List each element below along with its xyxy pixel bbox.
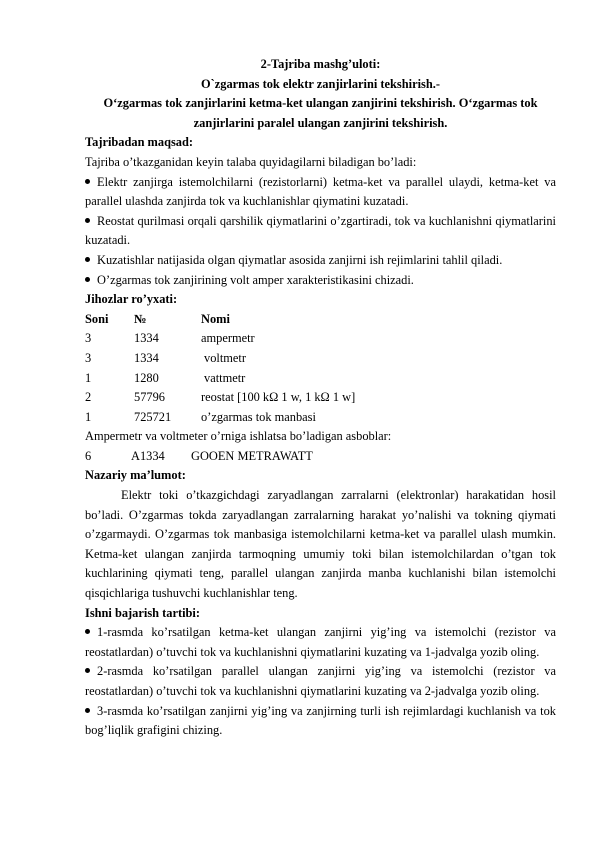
table-row: 1 1280 vattmetr — [85, 370, 246, 385]
theory-heading: Nazariy ma’lumot: — [85, 468, 186, 483]
table-row: 6 A1334 GOOEN METRAWATT — [85, 448, 313, 463]
equipment-heading: Jihozlar ro’yxati: — [85, 292, 178, 307]
bullet-icon — [85, 629, 90, 634]
procedure-list — [85, 623, 556, 741]
topic: O‘zgarmas tok zanjirlarini ketma-ket ulangan zanjirini tekshirish. O‘zgarmas tok zanjirlarini paralel ulangan zanjirini tekshirish. — [103, 96, 538, 130]
goal-heading: Tajribadan maqsad: — [85, 135, 193, 150]
goal-list — [85, 173, 556, 291]
page-title: 2-Tajriba mashg’uloti: — [260, 57, 381, 71]
equipment-header-row — [85, 310, 556, 330]
bullet-icon — [85, 218, 90, 223]
list-item: Elektr zanjirga istemolchilarni (rezistorlarni) ketma-ket va parallel ulaydi, ketma-ket va parallel ulashda zanjirda tok va kuchlanishlar qiymatini kuzatadi. — [85, 174, 556, 209]
meters-intro: Ampermetr va voltmeter o’rniga ishlatsa bo’ladigan asboblar: — [85, 429, 392, 444]
list-item: Reostat qurilmasi orqali qarshilik qiymatlarini o’zgartiradi, tok va kuchlanishni qiymatlarini kuzatadi. — [85, 213, 556, 248]
page-subtitle: O`zgarmas tok elektr zanjirlarini tekshirish.- — [201, 76, 440, 91]
bullet-icon — [85, 277, 90, 282]
bullet-icon — [85, 668, 90, 673]
theory-paragraph: Elektr toki o’tkazgichdagi zaryadlangan zarralarni (elektronlar) harakatidan hosil bo’ladi. O’zgarmas tokda zaryadlangan zarralarning harakat yo’nalishi va tokning qiymati o’zgarmaydi. O’zgarmas tok manbasiga istemolchilarni ketma-ket va parallel ulash mumkin. Ketma-ket ulangan zanjirda tarmoqning umumiy toki bilan istemolchilardan o’tgan tok kuchlarining qiymati teng, parallel ulangan zanjirda manba kuchlanishi bilan istemolchi qisqichlariga tushuvchi kuchlanishlar teng. — [85, 488, 556, 601]
list-item: 3-rasmda ko’rsatilgan zanjirni yig’ing va zanjirning turli ish rejimlardagi kuchlanish va tok bog’liqlik grafigini chizing. — [85, 703, 556, 738]
header-count: Soni — [85, 311, 109, 326]
procedure-heading: Ishni bajarish tartibi: — [85, 605, 200, 620]
list-item: 1-rasmda ko’rsatilgan ketma-ket ulangan zanjirni yig’ing va istemolchi (rezistor va reostatlardan) o’tuvchi tok va kuchlanishni qiymatlarini kuzating va 1-jadvalga yozib oling. — [85, 625, 556, 659]
table-row: 1 725721 o’zgarmas tok manbasi — [85, 409, 316, 424]
table-row: 3 1334 voltmetr — [85, 350, 246, 365]
header-number: № — [134, 311, 147, 326]
header-name: Nomi — [201, 311, 230, 326]
bullet-icon — [85, 257, 90, 262]
list-item: Kuzatishlar natijasida olgan qiymatlar asosida zanjirni ish rejimlarini tahlil qiladi. — [85, 251, 556, 271]
table-row: 3 1334 ampermetr — [85, 331, 255, 346]
list-item: O’zgarmas tok zanjirining volt amper xarakteristikasini chizadi. — [85, 271, 556, 291]
goal-intro: Tajriba o’tkazganidan keyin talaba quyidagilarni biladigan bo’ladi: — [85, 154, 417, 169]
bullet-icon — [85, 708, 90, 713]
bullet-icon — [85, 179, 90, 184]
table-row: 2 57796 reostat [100 kΩ 1 w, 1 kΩ 1 w] — [85, 390, 356, 405]
list-item: 2-rasmda ko’rsatilgan parallel ulangan zanjirni yig’ing va istemolchi (rezistor va reostatlardan) o’tuvchi tok va kuchlanishni qiymatlarini kuzating va 2-jadvalga yozib oling. — [85, 664, 556, 698]
